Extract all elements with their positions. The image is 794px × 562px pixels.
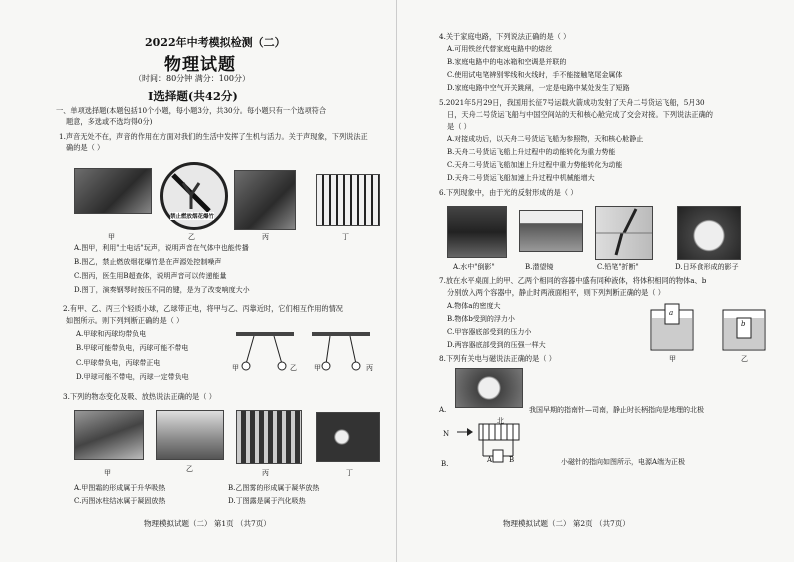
q8-option-a-text: 我国早期的指南针—司南，静止时长柄指向是地理的北极 [529,406,704,414]
q5-option-b: B.天舟二号货运飞船上升过程中的动能转化为重力势能 [447,148,616,156]
q5-option-a: A.对接成功后，以天舟二号货运飞船为参照物，天和核心舱静止 [447,135,644,143]
q1-option-a: A.图甲，利用"土电话"玩声，说明声音在气体中也能传播 [74,244,249,252]
q8-label-b: B [509,456,515,464]
q3-label-bing: 丙 [262,469,269,477]
q7-label-yi: 乙 [741,355,748,363]
q3-image-ding [316,412,380,462]
q8-sinan-image [455,368,523,408]
q7-container-diagram [647,296,777,352]
q2-label-bing: 丙 [366,364,373,372]
q3-label-ding: 丁 [346,469,353,477]
q7-option-d: D.两容器底部受到的压强一样大 [447,341,546,349]
q1-option-c: C.图丙，医生用B超查体，说明声音可以传递能量 [74,272,227,280]
exam-title: 2022年中考模拟检测（二） [145,36,286,49]
q8-label-a: A [487,456,493,464]
subject-title: 物理试题 [164,55,236,75]
q4-stem: 4.关于家庭电路，下列说法正确的是（ ） [439,32,571,41]
q4-option-a: A.可用铁丝代替家庭电路中的熔丝 [447,45,553,53]
q2-label-jia-2: 甲 [314,364,321,372]
q8-label-n: N [443,430,450,438]
q6-image-c [595,206,653,260]
q6-image-b [519,210,583,252]
q4-option-b: B.家庭电路中的电冰箱和空调是并联的 [447,58,567,66]
q3-option-d: D.丁图露是属于汽化吸热 [228,497,306,505]
q1-label-jia: 甲 [108,233,115,241]
q3-option-c: C.丙图冰柱结冰属于凝固放热 [74,497,166,505]
q3-option-a: A.甲图霜的形成属于升华吸热 [74,484,166,492]
q8-option-b-text: 小磁针的指向如图所示，电源A端为正极 [561,458,686,466]
q2-charge-diagram [228,330,378,374]
q7-label-jia: 甲 [669,355,676,363]
q1-stem-line-1: 1.声音无处不在，声音的作用在方面对我们的生活中发挥了生机与活力。关于声现象，下列说法正 [59,132,368,141]
right-page [397,0,794,562]
q6-caption-b: B.潜望镜 [525,263,554,271]
q8-stem: 8.下列有关电与磁说法正确的是（ ） [439,354,556,363]
instructions-line-2: 题意，多选或不选均得0分) [66,117,153,126]
q1-option-d: D.图丁，演奏钢琴时按压不同的键，是为了改变响度大小 [74,286,250,294]
q4-option-c: C.使用试电笔辨别零线和火线时，手不能接触笔尾金属体 [447,71,623,79]
q1-option-b: B.图乙，禁止燃放烟花爆竹是在声源处控制噪声 [74,258,222,266]
q7-stem-line-2: 分别放入两个容器中，静止时两液面相平，则下列判断正确的是（ ） [447,288,665,297]
time-info: （时间：80分钟 满分：100分） [134,74,250,83]
q3-image-jia [74,410,144,460]
q5-stem-line-3: 是（ ） [447,122,471,131]
q2-option-a: A.甲球和丙球均带负电 [76,330,147,338]
q5-option-c: C.天舟二号货运飞船加速上升过程中重力势能转化为动能 [447,161,623,169]
q6-caption-a: A.水中"倒影" [453,263,495,271]
q5-stem-line-2: 日，天舟二号货运飞船与中国空间站的天和核心舱完成了交会对接。下列说法正确的 [447,110,713,119]
q1-stem-line-2: 确的是（ ） [66,143,105,152]
q2-option-b: B.甲球可能带负电，丙球可能不带电 [76,344,189,352]
q4-option-d: D.家庭电路中空气开关跳闸，一定是电路中某处发生了短路 [447,84,630,92]
q2-option-c: C.甲球带负电，丙球带正电 [76,359,161,367]
q6-stem: 6.下列现象中，由于光的反射形成的是（ ） [439,188,578,197]
instructions-line-1: 一、单项选择题(本题包括10个小题，每小题3分，共30分。每小题只有一个选项符合 [56,106,327,115]
q3-image-yi [156,410,224,460]
q1-label-yi: 乙 [188,233,195,241]
pencil-in-water-icon [596,207,652,259]
q1-sign-text: 禁止燃放烟花爆竹 [170,214,215,220]
q1-label-bing: 丙 [262,233,269,241]
q5-stem-line-1: 5.2021年5月29日，我国用长征7号运载火箭成功发射了天舟二号货运飞船，5月30 [439,98,705,107]
q1-image-ding [316,174,380,226]
q1-label-ding: 丁 [342,233,349,241]
q2-stem-line-2: 如图所示。则下列判断正确的是（ ） [66,316,184,325]
q1-image-jia [74,168,152,214]
section-title: Ⅰ选择题(共42分) [148,89,238,103]
q3-option-b: B.乙图雾的形成属于凝华放热 [228,484,320,492]
q2-option-d: D.甲球可能不带电，丙球一定带负电 [76,373,189,381]
q2-stem-line-1: 2.有甲、乙、丙三个轻质小球，乙球带正电，将甲与乙、丙靠近时，它们相互作用的情况 [63,304,343,313]
q7-option-a: A.物体a的密度大 [447,302,501,310]
q7-label-a: a [669,309,674,317]
q2-label-yi: 乙 [290,364,297,372]
q6-image-d [677,206,741,260]
q3-image-bing [236,410,302,464]
q5-option-d: D.天舟二号货运飞船加速上升过程中机械能增大 [447,174,595,182]
q7-label-b: b [741,320,746,328]
q7-option-b: B.物体b受到的浮力小 [447,315,515,323]
q6-caption-c: C.铅笔"折断" [597,263,639,271]
q3-stem: 3.下列的物态变化及吸、放热说法正确的是（ ） [63,392,216,401]
q8-option-a-letter: A. [439,406,447,414]
q3-label-yi: 乙 [186,465,193,473]
q6-caption-d: D.日环食形成的影子 [675,263,739,271]
q2-label-jia-1: 甲 [232,364,239,372]
q3-label-jia: 甲 [104,469,111,477]
q7-option-c: C.甲容器底部受到的压力小 [447,328,532,336]
q1-image-bing [234,170,296,230]
q8-option-b-letter: B. [441,460,449,468]
q8-label-north: 北 [497,417,504,425]
right-page-footer: 物理模拟试题（二） 第2页 （共7页） [503,519,630,528]
q6-image-a [447,206,507,258]
left-page-footer: 物理模拟试题（二） 第1页 （共7页） [144,519,271,528]
q7-stem-line-1: 7.放在水平桌面上的甲、乙两个相同的容器中盛有同种液体，将体积相同的物体a、b [439,276,707,285]
